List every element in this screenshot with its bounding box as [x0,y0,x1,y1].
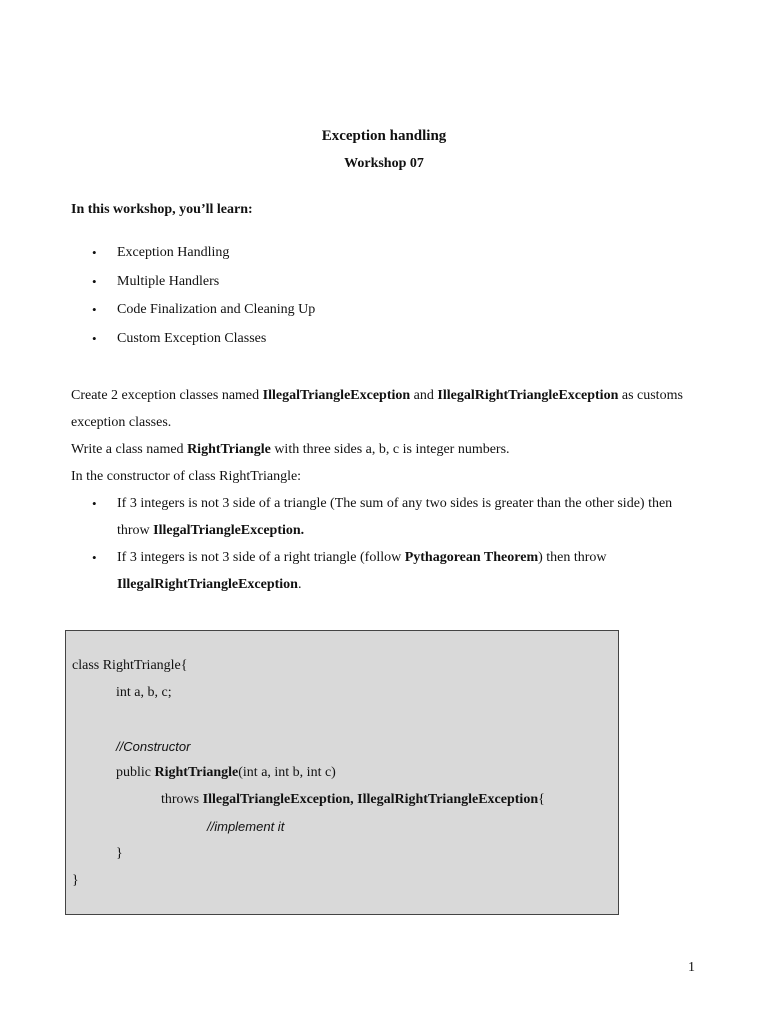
list-item [71,243,315,272]
instruction-line-class: Write a class named RightTriangle with three sides a, b, c is integer numbers. [71,442,510,457]
learn-item-label: Custom Exception Classes [117,330,267,346]
intro-heading: In this workshop, you’ll learn: [71,202,253,217]
code-comment: //Constructor [116,739,191,754]
code-line: throws IllegalTriangleException, IllegalRightTriangleException{ [161,792,545,807]
code-line: int a, b, c; [116,685,172,700]
learn-item-label: Exception Handling [117,245,230,260]
bullet-icon: • [92,496,97,511]
learn-item-label: Multiple Handlers [117,273,220,289]
instructions-paragraph [71,382,691,490]
bullet-icon: • [92,550,97,565]
bullet-icon: • [92,273,97,289]
learn-list [71,243,315,357]
learn-item-label: Code Finalization and Cleaning Up [117,302,316,317]
list-item: • If 3 integers is not 3 side of a right triangle (follow Pythagorean Theorem) then throw IllegalRightTriangleException. [71,544,701,598]
list-item [71,300,315,329]
list-item: • If 3 integers is not 3 side of a triangle (The sum of any two sides is greater than the other side) then throw IllegalTriangleException. [71,490,701,544]
code-line: public RightTriangle(int a, int b, int c) [116,765,336,780]
code-block [65,630,619,915]
bullet-icon: • [92,302,97,317]
document-subtitle: Workshop 07 [344,156,424,171]
page-number: 1 [688,960,695,975]
code-comment: //implement it [207,819,285,834]
instruction-line-constructor: In the constructor of class RightTriangle: [71,469,302,484]
code-line: } [72,873,79,888]
code-line: } [116,846,123,861]
instruction-line-exceptions: Create 2 exception classes named IllegalTriangleException and IllegalRightTriangleException as customs exception classes. [71,388,683,430]
code-line: class RightTriangle{ [72,658,188,673]
document-title: Exception handling [321,128,447,144]
bullet-icon: • [92,245,97,260]
list-item [71,329,315,358]
list-item [71,272,315,301]
bullet-icon: • [92,330,97,346]
rules-list [71,490,701,598]
